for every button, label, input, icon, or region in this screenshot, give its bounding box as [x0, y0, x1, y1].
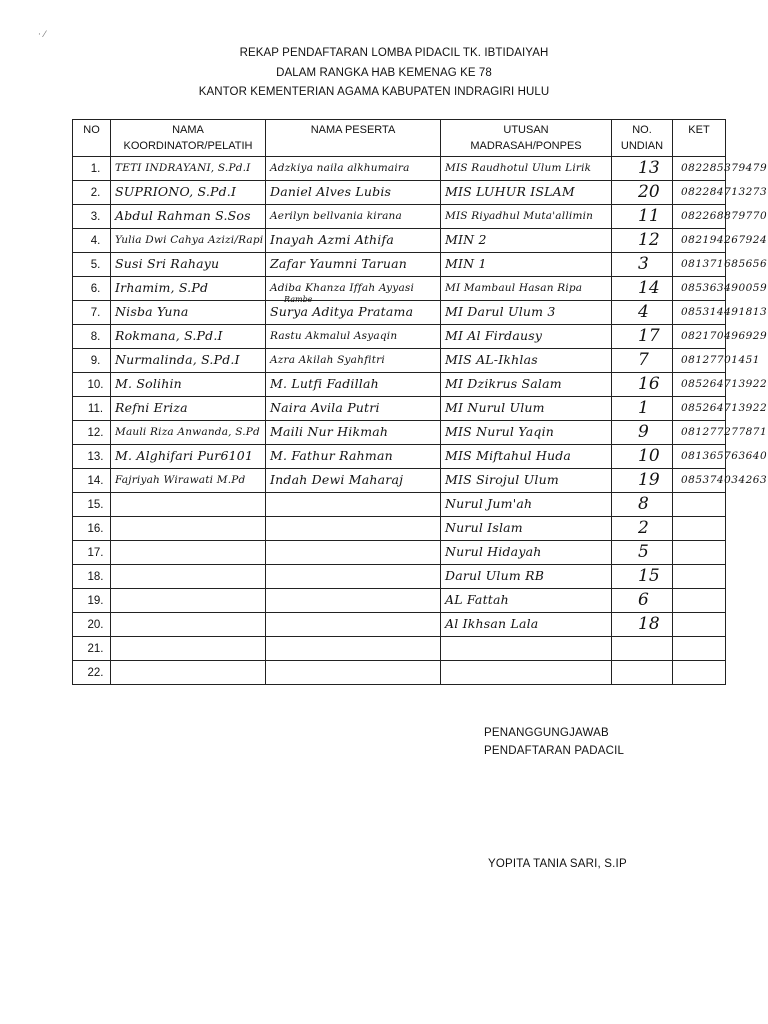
- koordinator-cell: [111, 277, 266, 301]
- table-row: [73, 205, 726, 229]
- utusan-name: MIN 2: [445, 232, 487, 247]
- ket-phone: 082285379479: [681, 162, 768, 174]
- utusan-cell: [441, 277, 612, 301]
- row-number: [73, 517, 111, 541]
- undian-number: 10: [638, 446, 660, 466]
- ket-phone: 085264713922: [681, 378, 768, 390]
- row-number-text: 5.: [90, 258, 101, 271]
- undian-number: 18: [638, 614, 660, 634]
- ket-cell: [673, 565, 726, 589]
- row-number: [73, 349, 111, 373]
- koordinator-cell: [111, 661, 266, 685]
- ket-phone: 085264713922: [681, 402, 768, 414]
- table-row: [73, 373, 726, 397]
- undian-cell: [612, 421, 673, 445]
- row-number: [73, 253, 111, 277]
- row-number-text: 2.: [90, 186, 101, 199]
- row-number: [73, 325, 111, 349]
- row-number-text: 18.: [87, 570, 104, 583]
- table-row: [73, 253, 726, 277]
- col-header-koordinator: NAMA KOORDINATOR/PELATIH: [111, 120, 266, 157]
- ket-phone: 082170496929: [681, 330, 768, 342]
- utusan-name: Nurul Hidayah: [445, 544, 542, 559]
- utusan-name: MIS LUHUR ISLAM: [445, 184, 575, 199]
- row-number-text: 14.: [87, 474, 104, 487]
- row-number: [73, 541, 111, 565]
- signature-title: PENANGGUNGJAWAB: [484, 727, 609, 739]
- peserta-name: Daniel Alves Lubis: [270, 184, 392, 199]
- undian-cell: [612, 301, 673, 325]
- undian-cell: [612, 589, 673, 613]
- row-number-text: 12.: [87, 426, 104, 439]
- table-row: [73, 541, 726, 565]
- undian-cell: [612, 541, 673, 565]
- peserta-cell: [266, 181, 441, 205]
- undian-number: 2: [638, 518, 649, 538]
- utusan-cell: [441, 517, 612, 541]
- utusan-name: MIS Nurul Yaqin: [445, 424, 555, 439]
- peserta-cell: [266, 637, 441, 661]
- peserta-name: Naira Avila Putri: [270, 400, 380, 415]
- peserta-cell: [266, 253, 441, 277]
- utusan-name: AL Fattah: [445, 592, 509, 607]
- peserta-name: Inayah Azmi Athifa: [270, 232, 394, 247]
- table-row: [73, 445, 726, 469]
- utusan-cell: [441, 493, 612, 517]
- utusan-cell: [441, 349, 612, 373]
- ket-phone: 082194267924: [681, 234, 768, 246]
- peserta-name: M. Lutfi Fadillah: [270, 376, 379, 391]
- koordinator-cell: [111, 493, 266, 517]
- ket-cell: [673, 253, 768, 277]
- undian-cell: [612, 253, 673, 277]
- utusan-cell: [441, 445, 612, 469]
- utusan-name: MI Darul Ulum 3: [445, 304, 556, 319]
- row-number-text: 13.: [87, 450, 104, 463]
- row-number-text: 1.: [90, 162, 101, 175]
- undian-number: 5: [638, 542, 649, 562]
- registration-table: [72, 119, 768, 685]
- koordinator-cell: [111, 469, 266, 493]
- undian-cell: [612, 565, 673, 589]
- utusan-name: MIS Riyadhul Muta'allimin: [445, 210, 594, 222]
- koordinator-name: Fajriyah Wirawati M.Pd: [115, 474, 246, 486]
- row-number-text: 16.: [87, 522, 104, 535]
- ket-cell: [673, 613, 726, 637]
- undian-cell: [612, 205, 673, 229]
- undian-cell: [612, 637, 673, 661]
- undian-number: 13: [638, 158, 660, 178]
- table-row: [73, 469, 726, 493]
- utusan-name: MI Nurul Ulum: [445, 400, 545, 415]
- koordinator-cell: [111, 421, 266, 445]
- undian-number: 12: [638, 230, 660, 250]
- undian-number: 15: [638, 566, 660, 586]
- ket-cell: [673, 349, 760, 373]
- utusan-name: MIS Raudhotul Ulum Lirik: [445, 162, 592, 174]
- document-office: KANTOR KEMENTERIAN AGAMA KABUPATEN INDRAGIRI HULU: [198, 86, 550, 98]
- peserta-cell: [266, 373, 441, 397]
- undian-number: 19: [638, 470, 660, 490]
- table-row: [73, 397, 726, 421]
- col-header-no: NO: [73, 120, 111, 157]
- koordinator-cell: [111, 181, 266, 205]
- ket-cell: [673, 469, 768, 493]
- undian-cell: [612, 613, 673, 637]
- peserta-cell: [266, 565, 441, 589]
- table-header-row: [73, 120, 726, 157]
- undian-cell: [612, 469, 673, 493]
- row-number: [73, 613, 111, 637]
- row-number: [73, 637, 111, 661]
- peserta-name: Rastu Akmalul Asyaqin: [270, 330, 398, 342]
- ket-cell: [673, 661, 726, 685]
- peserta-name: Azra Akilah Syahfitri: [270, 354, 385, 366]
- table-row: [73, 589, 726, 613]
- peserta-cell: [266, 229, 441, 253]
- ket-phone: 081365763640: [681, 450, 768, 462]
- row-number-text: 19.: [87, 594, 104, 607]
- undian-number: 8: [638, 494, 649, 514]
- koordinator-name: SUPRIONO, S.Pd.I: [115, 184, 237, 199]
- row-number: [73, 397, 111, 421]
- koordinator-cell: [111, 253, 266, 277]
- table-row: [73, 421, 726, 445]
- undian-cell: [612, 229, 673, 253]
- utusan-cell: [441, 157, 612, 181]
- undian-number: 16: [638, 374, 660, 394]
- document-title: REKAP PENDAFTARAN LOMBA PIDACIL TK. IBTIDAIYAH: [239, 47, 549, 59]
- peserta-cell: [266, 661, 441, 685]
- utusan-cell: [441, 589, 612, 613]
- table-row: [73, 613, 726, 637]
- row-number: [73, 277, 111, 301]
- utusan-cell: [441, 469, 612, 493]
- utusan-name: MIS AL-Ikhlas: [445, 352, 538, 367]
- ket-cell: [673, 589, 726, 613]
- peserta-name: Aerilyn bellvania kirana: [270, 210, 402, 222]
- ket-cell: [673, 421, 768, 445]
- row-number-text: 7.: [90, 306, 101, 319]
- koordinator-cell: [111, 397, 266, 421]
- row-number: [73, 205, 111, 229]
- koordinator-cell: [111, 229, 266, 253]
- koordinator-cell: [111, 589, 266, 613]
- row-number-text: 4.: [90, 234, 101, 247]
- utusan-cell: [441, 373, 612, 397]
- table-row: [73, 637, 726, 661]
- row-number-text: 6.: [90, 282, 101, 295]
- ket-cell: [673, 301, 768, 325]
- undian-cell: [612, 661, 673, 685]
- undian-cell: [612, 517, 673, 541]
- utusan-cell: [441, 565, 612, 589]
- peserta-cell: [266, 295, 441, 325]
- undian-number: 11: [638, 206, 660, 226]
- row-number-text: 20.: [87, 618, 104, 631]
- ket-cell: [673, 445, 768, 469]
- utusan-cell: [441, 325, 612, 349]
- table-row: [73, 181, 726, 205]
- row-number-text: 21.: [87, 642, 104, 655]
- ket-phone: 081277277871: [681, 426, 768, 438]
- peserta-name: Zafar Yaumni Taruan: [270, 256, 407, 271]
- ket-cell: [673, 493, 726, 517]
- peserta-cell: [266, 469, 441, 493]
- row-number: [73, 589, 111, 613]
- ket-cell: [673, 205, 768, 229]
- row-number: [73, 469, 111, 493]
- undian-number: 17: [638, 326, 660, 346]
- utusan-cell: [441, 541, 612, 565]
- row-number: [73, 181, 111, 205]
- row-number-text: 17.: [87, 546, 104, 559]
- ket-phone: 081371685656: [681, 258, 768, 270]
- utusan-name: Al Ikhsan Lala: [445, 616, 539, 631]
- utusan-name: MIS Miftahul Huda: [445, 448, 572, 463]
- undian-number: 3: [638, 254, 649, 274]
- document-subtitle: DALAM RANGKA HAB KEMENAG KE 78: [276, 67, 492, 79]
- ket-phone: 085374034263: [681, 474, 768, 486]
- koordinator-name: M. Alghifari Pur6101: [115, 448, 254, 463]
- peserta-cell: [266, 493, 441, 517]
- row-number: [73, 373, 111, 397]
- utusan-cell: [441, 301, 612, 325]
- table-row: [73, 325, 726, 349]
- undian-number: 14: [638, 278, 660, 298]
- utusan-cell: [441, 397, 612, 421]
- peserta-cell: [266, 541, 441, 565]
- row-number-text: 11.: [87, 402, 104, 415]
- row-number: [73, 421, 111, 445]
- utusan-cell: [441, 205, 612, 229]
- col-header-peserta: NAMA PESERTA: [266, 120, 441, 157]
- ket-phone: 085363490059: [681, 282, 768, 294]
- row-number: [73, 493, 111, 517]
- ket-cell: [673, 181, 768, 205]
- utusan-cell: [441, 181, 612, 205]
- peserta-cell: [266, 205, 441, 229]
- koordinator-cell: [111, 325, 266, 349]
- table-row: [73, 157, 726, 181]
- undian-number: 20: [638, 182, 660, 202]
- col-header-undian: NO. UNDIAN: [612, 120, 673, 157]
- undian-number: 9: [638, 422, 649, 442]
- undian-cell: [612, 181, 673, 205]
- undian-cell: [612, 397, 673, 421]
- utusan-name: MI Dzikrus Salam: [445, 376, 562, 391]
- table-row: [73, 229, 726, 253]
- row-number-text: 10.: [87, 378, 104, 391]
- row-number-text: 22.: [87, 666, 104, 679]
- peserta-cell: [266, 421, 441, 445]
- koordinator-cell: [111, 373, 266, 397]
- koordinator-cell: [111, 157, 266, 181]
- row-number-text: 3.: [90, 210, 101, 223]
- undian-cell: [612, 277, 673, 301]
- koordinator-cell: [111, 205, 266, 229]
- peserta-name: Surya Aditya Pratama: [270, 304, 414, 319]
- ket-cell: [673, 373, 768, 397]
- col-header-ket: KET: [673, 120, 726, 157]
- ket-phone: 08127701451: [681, 354, 760, 366]
- undian-number: 7: [638, 350, 649, 370]
- ket-phone: 082268879770: [681, 210, 768, 222]
- koordinator-name: Mauli Riza Anwanda, S.Pd: [115, 426, 260, 438]
- undian-cell: [612, 349, 673, 373]
- table-row: [73, 301, 726, 325]
- peserta-cell: [266, 589, 441, 613]
- peserta-name: Adiba Khanza Iffah Ayyasi: [270, 282, 415, 294]
- undian-number: 1: [638, 398, 649, 418]
- table-row: [73, 661, 726, 685]
- koordinator-cell: [111, 613, 266, 637]
- koordinator-cell: [111, 445, 266, 469]
- koordinator-name: TETI INDRAYANI, S.Pd.I: [115, 162, 251, 174]
- ket-cell: [673, 277, 768, 301]
- utusan-cell: [441, 229, 612, 253]
- utusan-name: MIN 1: [445, 256, 487, 271]
- peserta-cell: [266, 517, 441, 541]
- peserta-cell: [266, 397, 441, 421]
- ket-cell: [673, 325, 768, 349]
- peserta-name: Indah Dewi Maharaj: [270, 472, 404, 487]
- table-row: [73, 517, 726, 541]
- row-number-text: 8.: [90, 330, 101, 343]
- peserta-note: Rambe: [284, 295, 313, 304]
- koordinator-name: Irhamim, S.Pd: [115, 280, 209, 295]
- utusan-cell: [441, 253, 612, 277]
- row-number-text: 9.: [90, 354, 101, 367]
- peserta-cell: [266, 349, 441, 373]
- signature-name: YOPITA TANIA SARI, S.IP: [488, 858, 627, 870]
- undian-cell: [612, 325, 673, 349]
- undian-cell: [612, 493, 673, 517]
- utusan-cell: [441, 421, 612, 445]
- koordinator-name: Abdul Rahman S.Sos: [115, 208, 251, 223]
- row-number: [73, 157, 111, 181]
- ket-phone: 082284713273: [681, 186, 768, 198]
- table-row: [73, 349, 726, 373]
- utusan-name: Nurul Islam: [445, 520, 523, 535]
- ket-cell: [673, 229, 768, 253]
- utusan-name: MI Al Firdausy: [445, 328, 543, 343]
- table-row: [73, 565, 726, 589]
- table-row: [73, 277, 726, 301]
- peserta-name: Adzkiya naila alkhumaira: [270, 162, 410, 174]
- peserta-cell: [266, 325, 441, 349]
- utusan-cell: [441, 661, 612, 685]
- koordinator-cell: [111, 301, 266, 325]
- koordinator-cell: [111, 565, 266, 589]
- koordinator-cell: [111, 541, 266, 565]
- utusan-name: Darul Ulum RB: [445, 568, 545, 583]
- ket-cell: [673, 637, 726, 661]
- peserta-cell: [266, 445, 441, 469]
- koordinator-cell: [111, 517, 266, 541]
- undian-number: 4: [638, 302, 649, 322]
- utusan-name: Nurul Jum'ah: [445, 496, 533, 511]
- table-row: [73, 493, 726, 517]
- koordinator-name: Rokmana, S.Pd.I: [115, 328, 223, 343]
- row-number: [73, 301, 111, 325]
- utusan-cell: [441, 613, 612, 637]
- undian-cell: [612, 157, 673, 181]
- ket-cell: [673, 157, 768, 181]
- koordinator-cell: [111, 349, 266, 373]
- koordinator-name: Yulia Dwi Cahya Azizi/Rapi: [115, 234, 264, 246]
- ket-cell: [673, 517, 726, 541]
- peserta-cell: [266, 157, 441, 181]
- peserta-cell: [266, 613, 441, 637]
- ket-cell: [673, 397, 768, 421]
- row-number: [73, 445, 111, 469]
- row-number: [73, 565, 111, 589]
- utusan-cell: [441, 637, 612, 661]
- koordinator-name: Refni Eriza: [115, 400, 188, 415]
- row-number-text: 15.: [87, 498, 104, 511]
- ket-phone: 085314491813: [681, 306, 768, 318]
- row-number: [73, 229, 111, 253]
- row-number: [73, 661, 111, 685]
- koordinator-name: Nurmalinda, S.Pd.I: [115, 352, 240, 367]
- koordinator-cell: [111, 637, 266, 661]
- ket-cell: [673, 541, 726, 565]
- signature-subtitle: PENDAFTARAN PADACIL: [484, 745, 625, 757]
- undian-cell: [612, 445, 673, 469]
- undian-cell: [612, 373, 673, 397]
- peserta-name: Maili Nur Hikmah: [270, 424, 389, 439]
- peserta-name: M. Fathur Rahman: [270, 448, 393, 463]
- koordinator-name: Nisba Yuna: [115, 304, 189, 319]
- col-header-utusan: UTUSAN MADRASAH/PONPES: [441, 120, 612, 157]
- undian-number: 6: [638, 590, 649, 610]
- corner-mark: · ⁄: [38, 30, 46, 40]
- koordinator-name: M. Solihin: [115, 376, 182, 391]
- koordinator-name: Susi Sri Rahayu: [115, 256, 220, 271]
- utusan-name: MI Mambaul Hasan Ripa: [445, 282, 583, 294]
- utusan-name: MIS Sirojul Ulum: [445, 472, 559, 487]
